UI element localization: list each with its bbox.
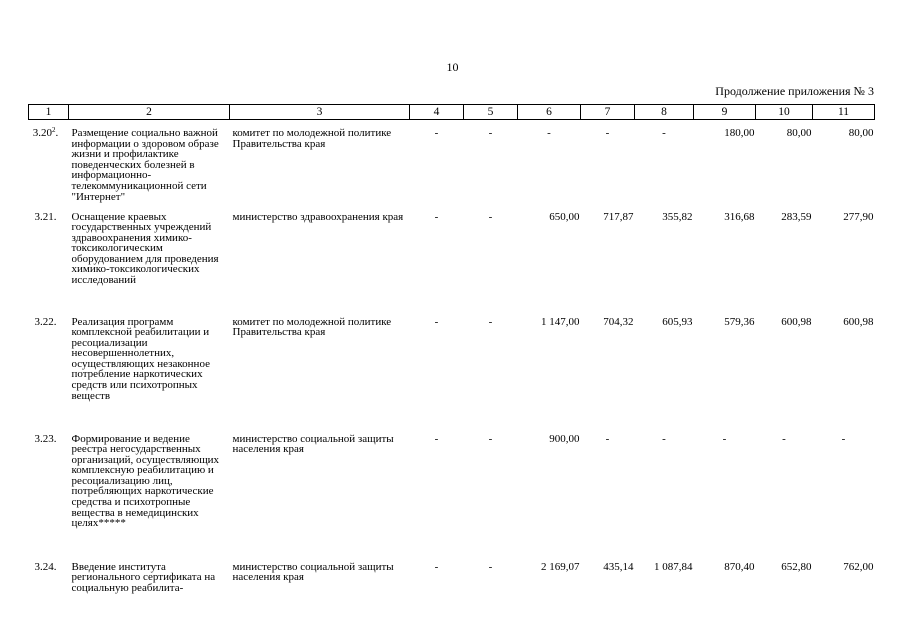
appendix-table [28, 104, 875, 593]
value-cell: - [605, 432, 610, 445]
executor: комитет по молодежной политике Правительства края [232, 127, 392, 150]
column-header: 3 [230, 105, 410, 120]
continuation-label: Продолжение приложения № 3 [715, 84, 874, 98]
value-cell: - [488, 127, 493, 139]
executor: министерство социальной защиты населения края [232, 560, 394, 584]
table-row [29, 434, 875, 562]
row-number: 3.23. [34, 432, 57, 445]
measure-name: Реализация программ комплексной реабилитации и ресоциализации несовершеннолетних, осуществляющих незаконное потребление наркотических средств или психотропных веществ [71, 315, 210, 402]
row-number: 3.21. [34, 210, 57, 223]
value-cell: - [662, 432, 666, 445]
value-cell: - [488, 210, 493, 223]
value-cell: 870,40 [724, 560, 755, 573]
value-cell: 650,00 [549, 210, 580, 223]
value-cell: - [488, 315, 493, 328]
value-cell: 2 169,07 [541, 560, 580, 573]
column-header: 6 [518, 105, 581, 120]
value-cell: 1 087,84 [654, 560, 693, 573]
value-cell: 600,98 [843, 315, 874, 328]
column-header: 10 [756, 105, 813, 120]
column-header: 4 [410, 105, 464, 120]
column-header: 7 [581, 105, 635, 120]
value-cell: - [605, 127, 610, 139]
column-header: 5 [464, 105, 518, 120]
value-cell: - [662, 127, 666, 139]
table-row [29, 317, 875, 434]
value-cell: 704,32 [603, 315, 634, 328]
executor: министерство социальной защиты населения края [232, 432, 394, 456]
value-cell: 80,00 [848, 127, 874, 139]
value-cell: 435,14 [603, 560, 634, 573]
value-cell: - [547, 127, 551, 139]
value-cell: 80,00 [786, 127, 812, 139]
value-cell: 600,98 [781, 315, 812, 328]
value-cell: 762,00 [843, 560, 874, 573]
value-cell: 277,90 [843, 210, 874, 223]
column-header: 2 [69, 105, 230, 120]
table-row [29, 212, 875, 317]
value-cell: 579,36 [724, 315, 755, 328]
measure-name: Оснащение краевых государственных учреждений здравоохранения химико-токсикологическим оборудованием для проведения химико-токсикологических исследований [71, 210, 219, 287]
value-cell: - [434, 315, 439, 328]
value-cell: - [722, 432, 727, 445]
column-header: 11 [813, 105, 875, 120]
column-header: 8 [635, 105, 694, 120]
table-header-row [29, 105, 875, 120]
value-cell: 180,00 [724, 127, 755, 139]
table-row [29, 120, 875, 212]
value-cell: 717,87 [603, 210, 634, 223]
value-cell: - [841, 432, 846, 445]
value-cell: - [488, 560, 493, 573]
value-cell: - [488, 432, 493, 445]
value-cell: - [434, 127, 439, 139]
page-number: 10 [446, 60, 459, 74]
measure-name: Формирование и ведение реестра негосударственных организаций, осуществляющих комплексную реабилитацию и ресоциализацию лиц, потребляющих наркотические средства и психотропные вещества в немедицинских целях***** [71, 432, 220, 530]
column-header: 1 [29, 105, 69, 120]
table-row [29, 562, 875, 594]
value-cell: - [434, 432, 439, 445]
value-cell: 652,80 [781, 560, 812, 573]
executor: комитет по молодежной политике Правительства края [232, 315, 392, 339]
measure-name: Размещение социально важной информации о здоровом образе жизни и профилактике поведенческих болезней в информационно-телекоммуникационной сети "Интернет" [71, 127, 219, 203]
executor: министерство здравоохранения края [232, 210, 404, 223]
column-header: 9 [694, 105, 756, 120]
row-number: 3.24. [34, 560, 57, 573]
value-cell: - [434, 560, 439, 573]
value-cell: 283,59 [781, 210, 812, 223]
value-cell: 900,00 [549, 432, 580, 445]
row-number: 3.22. [34, 315, 57, 328]
measure-name: Введение института регионального сертификата на социальную реабилита- [71, 560, 216, 594]
value-cell: 605,93 [662, 315, 693, 328]
value-cell: 355,82 [662, 210, 693, 223]
value-cell: - [434, 210, 439, 223]
row-number: 3.20$^2$. [32, 126, 59, 139]
value-cell: 1 147,00 [541, 315, 580, 328]
value-cell: - [782, 432, 786, 445]
value-cell: 316,68 [724, 210, 755, 223]
